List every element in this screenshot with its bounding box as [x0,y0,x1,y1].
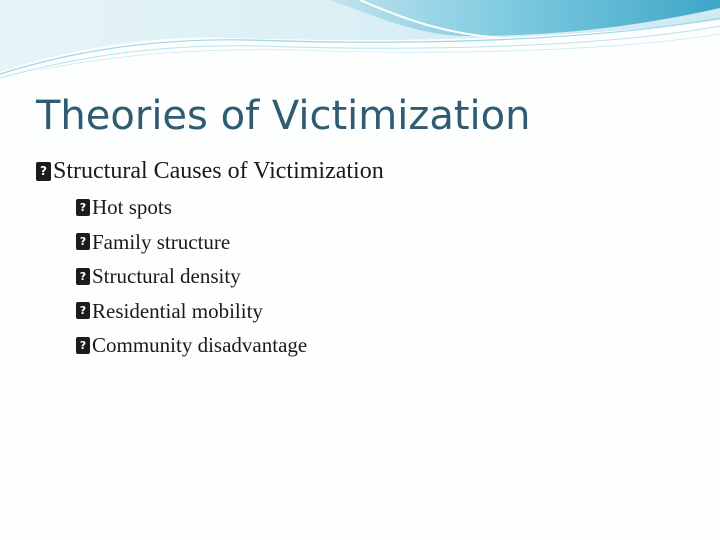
missing-glyph-icon [76,268,90,285]
sub-bullet-list [36,190,676,363]
missing-glyph-icon [76,199,90,216]
missing-glyph-icon [76,337,90,354]
sub-bullet-item [76,225,676,260]
sub-bullet-text: Residential mobility [92,298,263,323]
sub-bullet-item [76,328,676,363]
sub-bullet-text: Structural density [92,264,241,288]
sub-bullet-text: Community disadvantage [92,333,308,357]
missing-glyph-icon [76,233,90,250]
main-bullet-item [36,152,676,190]
main-bullet-text: Structural Causes of Victimization [53,158,384,184]
sub-bullet-text: Hot spots [92,195,172,219]
bullet-list [36,152,676,363]
sub-bullet-item [76,259,676,294]
sub-bullet-item [76,190,676,225]
wave-header-decoration [0,0,720,90]
sub-bullet-text: Family structure [92,229,231,254]
sub-bullet-item [76,294,676,329]
missing-glyph-icon [76,302,90,319]
missing-glyph-icon [36,162,51,181]
slide-title: Theories of Victimization [36,93,531,139]
